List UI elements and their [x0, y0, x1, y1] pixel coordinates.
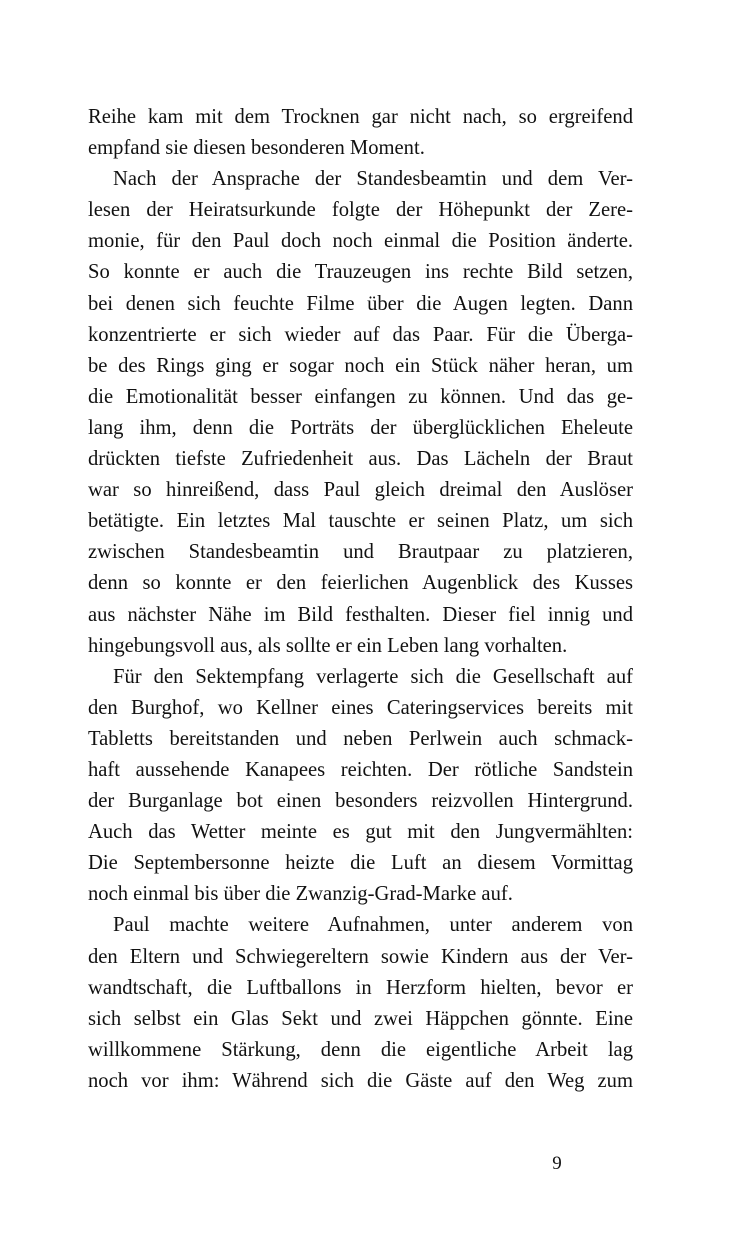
text-line: empfand sie diesen besonderen Moment.	[88, 137, 425, 160]
text-line: sich selbst ein Glas Sekt und zwei Häppchen gönnte. Eine	[88, 1007, 633, 1030]
text-line: haft aussehende Kanapees reichten. Der rötliche Sandstein	[88, 758, 633, 781]
text-line: Paul machte weitere Aufnahmen, unter anderem von	[113, 914, 633, 937]
paragraph	[88, 662, 633, 911]
paragraph	[88, 910, 633, 1097]
text-line: bei denen sich feuchte Filme über die Augen legten. Dann	[88, 292, 633, 315]
text-line: den Eltern und Schwiegereltern sowie Kindern aus der Ver-	[88, 945, 633, 968]
text-line: noch einmal bis über die Zwanzig-Grad-Marke auf.	[88, 883, 513, 906]
text-line: So konnte er auch die Trauzeugen ins rechte Bild setzen,	[88, 261, 633, 284]
text-line: noch vor ihm: Während sich die Gäste auf den Weg zum	[88, 1069, 633, 1092]
paragraph	[88, 164, 633, 662]
text-line: aus nächster Nähe im Bild festhalten. Dieser fiel innig und	[88, 603, 633, 626]
text-line: hingebungsvoll aus, als sollte er ein Leben lang vorhalten.	[88, 634, 568, 657]
text-line: lesen der Heiratsurkunde folgte der Höhepunkt der Zere-	[88, 199, 633, 222]
paragraph	[88, 102, 633, 164]
text-line: zwischen Standesbeamtin und Brautpaar zu platzieren,	[88, 541, 633, 564]
text-line: be des Rings ging er sogar noch ein Stück näher heran, um	[88, 354, 633, 377]
text-line: denn so konnte er den feierlichen Augenblick des Kusses	[88, 572, 633, 595]
body-text	[88, 102, 633, 1097]
text-line: Für den Sektempfang verlagerte sich die Gesellschaft auf	[113, 665, 633, 688]
text-line: die Emotionalität besser einfangen zu können. Und das ge-	[88, 385, 633, 408]
text-line: willkommene Stärkung, denn die eigentliche Arbeit lag	[88, 1038, 633, 1061]
text-line: Die Septembersonne heizte die Luft an diesem Vormittag	[88, 852, 633, 875]
text-line: wandtschaft, die Luftballons in Herzform hielten, bevor er	[88, 976, 633, 999]
text-line: betätigte. Ein letztes Mal tauschte er seinen Platz, um sich	[88, 510, 633, 533]
text-line: lang ihm, denn die Porträts der überglücklichen Eheleute	[88, 416, 633, 439]
text-line: den Burghof, wo Kellner eines Cateringservices bereits mit	[88, 696, 633, 719]
text-line: Tabletts bereitstanden und neben Perlwein auch schmack-	[88, 727, 633, 750]
text-line: Nach der Ansprache der Standesbeamtin und dem Ver-	[113, 168, 633, 191]
text-line: Reihe kam mit dem Trocknen gar nicht nach, so ergreifend	[88, 106, 633, 128]
page-number: 9	[552, 1153, 562, 1174]
text-line: monie, für den Paul doch noch einmal die Position änderte.	[88, 230, 633, 253]
text-line: konzentrierte er sich wieder auf das Paar. Für die Überga-	[88, 323, 633, 346]
text-line: der Burganlage bot einen besonders reizvollen Hintergrund.	[88, 790, 633, 813]
text-line: war so hinreißend, dass Paul gleich dreimal den Auslöser	[88, 479, 633, 502]
text-line: drückten tiefste Zufriedenheit aus. Das Lächeln der Braut	[88, 448, 633, 471]
text-line: Auch das Wetter meinte es gut mit den Jungvermählten:	[88, 821, 633, 844]
